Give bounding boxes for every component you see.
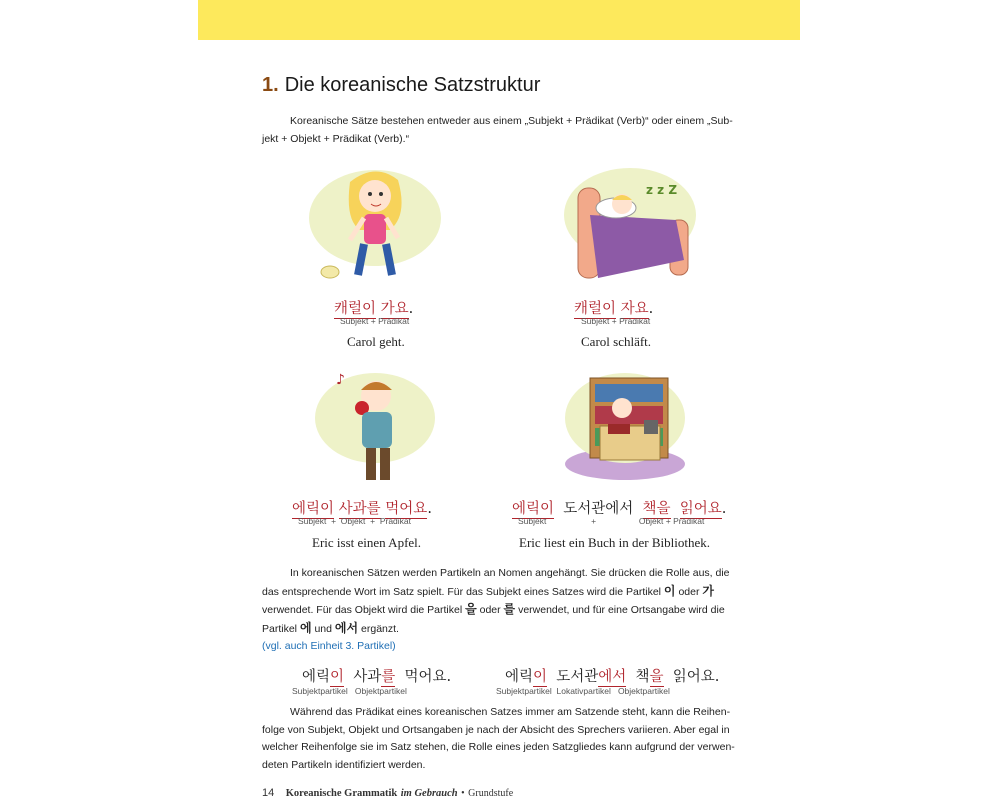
verb: 먹어요.	[404, 669, 452, 685]
predicate-word: 자요	[620, 301, 649, 317]
p2-line-2: das entsprechende Wort im Satz spielt. Für das Subjekt eines Satzes wird die Partikel	[262, 585, 661, 598]
example-1-translation: Carol geht.	[347, 334, 405, 349]
particle-example-1-labels	[292, 686, 407, 696]
predicate-word: 읽어요	[679, 501, 722, 517]
page-number: 14	[262, 787, 275, 799]
noun-stem: 에릭	[505, 669, 534, 685]
p3-line-4: deten Partikeln identifiziert werden.	[262, 758, 426, 771]
label-subject: Subjekt	[298, 516, 327, 526]
particle-eul: 을	[465, 602, 477, 616]
example-3-korean	[292, 497, 432, 518]
subject-particle: 이	[533, 669, 548, 685]
predicate-word: 먹어요	[385, 501, 428, 517]
section-title-text: Die koreanische Satzstruktur	[284, 74, 541, 96]
page-footer	[262, 786, 513, 799]
example-3-labels	[298, 516, 411, 526]
object-particle: 을	[649, 669, 664, 685]
example-2-korean	[574, 297, 653, 318]
svg-text:z z Z: z z Z	[646, 183, 678, 197]
label-predicate: Prädikat	[619, 316, 651, 326]
book-level: Grundstufe	[468, 788, 514, 799]
book-title: Koreanische Grammatik	[285, 788, 398, 799]
noun-stem: 도서관	[556, 669, 599, 685]
subject-word: 에릭이	[292, 501, 335, 517]
p3-line-1: Während das Prädikat eines koreanischen Satzes immer am Satzende steht, kann die Reihen-	[290, 706, 731, 718]
example-2-translation: Carol schläft.	[581, 334, 652, 349]
particle-reul: 를	[503, 602, 516, 616]
particle-e: 에	[299, 620, 312, 635]
noun-stem: 에릭	[302, 669, 331, 685]
word-order-paragraph	[262, 704, 735, 774]
label-objektpartikel: Objektpartikel	[617, 686, 670, 696]
particle-ga: 가	[702, 583, 714, 598]
woman-sleeping-illustration	[558, 160, 703, 285]
p3-line-3: welcher Reihenfolge sie im Satz stehen, die Rolle eines jeden Satzgliedes kann aufgrund der verwen-	[262, 741, 735, 753]
object-word: 책을	[642, 501, 671, 517]
noun-stem: 책	[635, 669, 650, 685]
p2-oder: oder	[678, 585, 700, 598]
svg-text:♪: ♪	[336, 372, 345, 388]
subject-particle: 이	[330, 669, 345, 685]
object-particle: 를	[381, 669, 396, 685]
man-reading-library-illustration	[560, 368, 690, 483]
label-plus: +	[591, 516, 597, 526]
section-number: 1.	[262, 74, 279, 96]
label-plus: +	[370, 516, 376, 526]
book-title-italic: im Gebrauch	[400, 788, 458, 799]
example-2-labels	[581, 316, 650, 326]
p2-und: und	[314, 622, 332, 635]
particle-i: 이	[663, 583, 676, 598]
label-subject: Subjekt	[581, 316, 610, 326]
locative-particle: 에서	[598, 669, 627, 685]
label-subject: Subjekt	[340, 316, 369, 326]
particle-example-2-labels	[496, 686, 670, 696]
intro-paragraph	[262, 113, 732, 148]
location-word: 도서관에서	[563, 501, 634, 517]
p3-line-2: folge von Subjekt, Objekt und Ortsangaben je nach der Absicht des Sprechers variieren. Aber egal in	[262, 723, 730, 736]
example-4-labels	[518, 516, 704, 526]
label-subject: Subjekt	[518, 516, 547, 526]
label-object: Objekt	[638, 516, 664, 526]
intro-line-1: Koreanische Sätze bestehen entweder aus einem „Subjekt + Prädikat (Verb)“ oder einem „Sub-	[290, 115, 733, 127]
label-subjektpartikel: Subjektpartikel	[496, 686, 552, 696]
sentence-period: .	[427, 501, 432, 517]
particle-example-1	[302, 665, 451, 686]
verb: 읽어요.	[672, 669, 720, 685]
subject-word: 에릭이	[512, 501, 555, 517]
particles-paragraph	[262, 565, 732, 656]
example-1-korean	[334, 297, 413, 318]
noun-stem: 사과	[353, 669, 382, 685]
example-3-translation: Eric isst einen Apfel.	[312, 535, 422, 550]
example-1-labels	[340, 316, 409, 326]
label-objektpartikel: Objektpartikel	[354, 686, 407, 696]
label-predicate: Prädikat	[673, 516, 705, 526]
section-title	[262, 74, 540, 97]
p2-line-3: verwendet. Für das Objekt wird die Partikel	[262, 604, 463, 616]
reference-link[interactable]: (vgl. auch Einheit 3. Partikel)	[262, 640, 396, 652]
p2-oder-2: oder	[479, 604, 501, 616]
label-predicate: Prädikat	[379, 516, 411, 526]
p2-line-4b: ergänzt.	[361, 622, 399, 635]
label-plus: +	[611, 316, 617, 326]
woman-walking-illustration	[300, 160, 450, 285]
p2-line-3b: verwendet, und für eine Ortsangabe wird die	[518, 604, 725, 616]
label-predicate: Prädikat	[378, 316, 410, 326]
p2-line-4a: Partikel	[262, 622, 298, 635]
example-4-translation: Eric liest ein Buch in der Bibliothek.	[519, 535, 710, 550]
sentence-period: .	[721, 501, 727, 517]
particle-example-2	[505, 665, 719, 686]
sentence-period: .	[408, 301, 414, 317]
label-lokativpartikel: Lokativpartikel	[556, 686, 611, 696]
intro-line-2: jekt + Objekt + Prädikat (Verb).“	[262, 132, 410, 145]
footer-separator: •	[461, 788, 465, 799]
label-plus: +	[331, 516, 337, 526]
p2-line-1: In koreanischen Sätzen werden Partikeln an Nomen angehängt. Sie drücken die Rolle aus, die	[290, 567, 730, 579]
label-subjektpartikel: Subjektpartikel	[292, 686, 348, 696]
object-word: 사과를	[338, 501, 381, 517]
subject-word: 캐럴이	[574, 301, 617, 317]
sentence-period: .	[648, 301, 654, 317]
man-eating-apple-illustration	[310, 368, 440, 483]
label-object: Objekt	[340, 516, 366, 526]
example-4-korean	[512, 497, 726, 518]
subject-word: 캐럴이	[334, 301, 377, 317]
label-plus: +	[665, 516, 671, 526]
predicate-word: 가요	[380, 301, 409, 317]
label-plus: +	[370, 316, 376, 326]
particle-eseo: 에서	[334, 620, 359, 635]
